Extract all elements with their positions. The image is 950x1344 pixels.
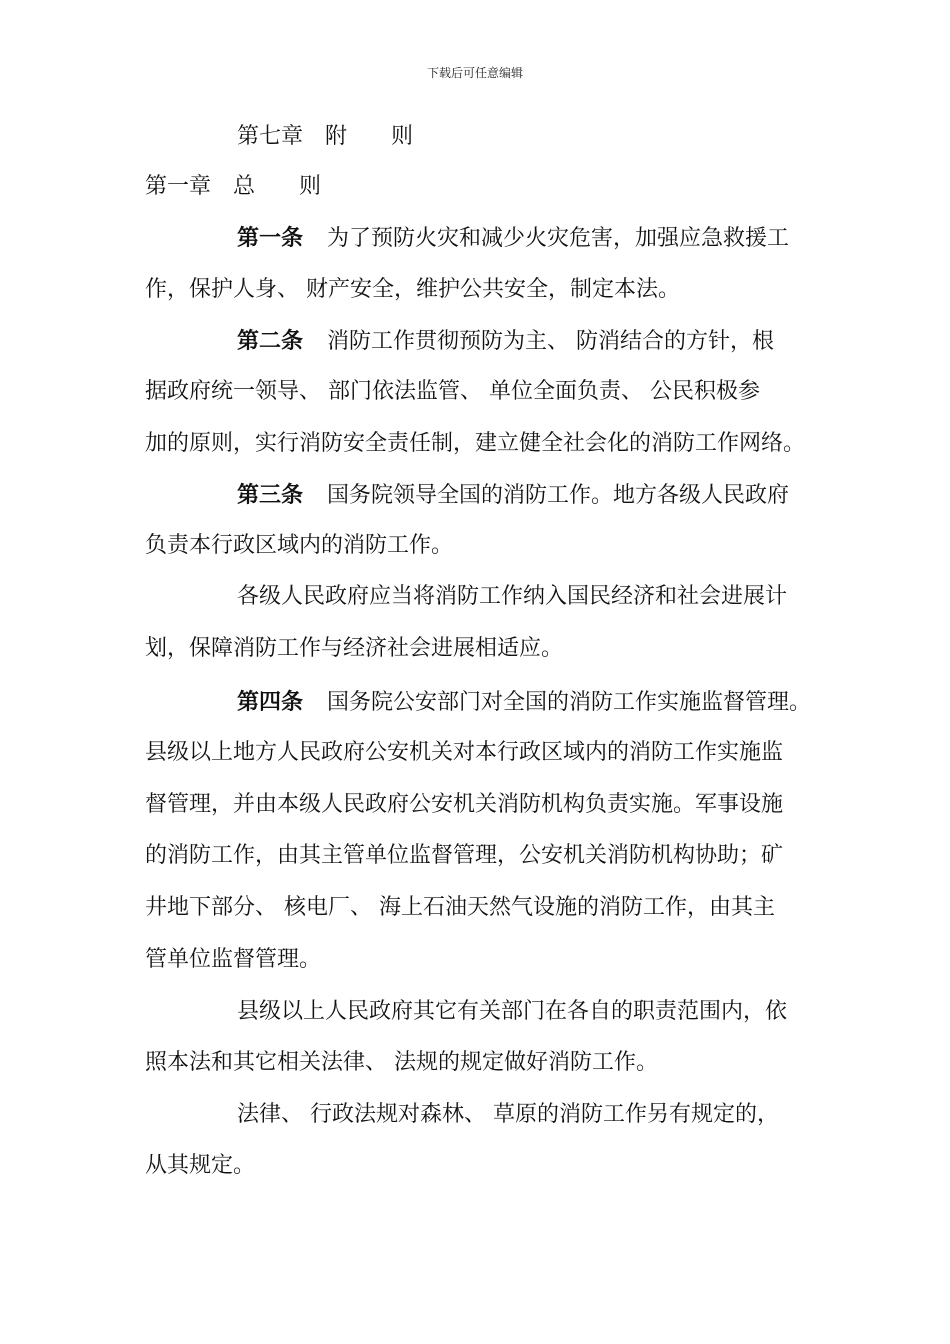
text-line: 督管理，并由本级人民政府公安机关消防机构负责实施。军事设施 bbox=[145, 792, 784, 817]
chapter-heading: 第一章 总 则 bbox=[145, 174, 322, 199]
text-line: 县级以上人民政府其它有关部门在各自的职责范围内，依 bbox=[237, 999, 788, 1024]
text-line: 各级人民政府应当将消防工作纳入国民经济和社会进展计 bbox=[237, 584, 788, 609]
article-line bbox=[237, 225, 789, 252]
article-text: 为了预防火灾和减少火灾危害，加强应急救援工 bbox=[327, 226, 790, 251]
article-line bbox=[237, 689, 811, 716]
text-line: 管单位监督管理。 bbox=[145, 947, 322, 972]
article-number: 第三条 bbox=[237, 482, 304, 508]
article-line bbox=[237, 328, 774, 355]
text-line: 的消防工作，由其主管单位监督管理，公安机关消防机构协助；矿 bbox=[145, 843, 784, 868]
text-line: 井地下部分、 核电厂、 海上石油天然气设施的消防工作，由其主 bbox=[145, 895, 775, 920]
article-text: 消防工作贯彻预防为主、 防消结合的方针，根 bbox=[327, 329, 775, 354]
article-text: 国务院领导全国的消防工作。地方各级人民政府 bbox=[327, 483, 790, 508]
text-line: 照本法和其它相关法律、 法规的规定做好消防工作。 bbox=[145, 1050, 658, 1075]
article-number: 第二条 bbox=[237, 328, 304, 354]
article-text: 国务院公安部门对全国的消防工作实施监督管理。 bbox=[327, 690, 812, 715]
text-line: 从其规定。 bbox=[145, 1153, 256, 1178]
text-line: 划，保障消防工作与经济社会进展相适应。 bbox=[145, 636, 564, 661]
text-line: 县级以上地方人民政府公安机关对本行政区域内的消防工作实施监 bbox=[145, 740, 784, 765]
chapter-heading: 第七章 附 则 bbox=[237, 124, 414, 149]
text-line: 据政府统一领导、 部门依法监管、 单位全面负责、 公民积极参 bbox=[145, 379, 760, 404]
text-line: 负责本行政区域内的消防工作。 bbox=[145, 533, 454, 558]
text-line: 作，保护人身、 财产安全，维护公共安全，制定本法。 bbox=[145, 277, 680, 302]
article-number: 第四条 bbox=[237, 689, 304, 715]
page-header: 下载后可任意编辑 bbox=[426, 66, 523, 80]
article-line bbox=[237, 482, 789, 509]
text-line: 加的原则，实行消防安全责任制，建立健全社会化的消防工作网络。 bbox=[145, 431, 806, 456]
text-line: 法律、 行政法规对森林、 草原的消防工作另有规定的， bbox=[237, 1102, 779, 1127]
article-number: 第一条 bbox=[237, 225, 304, 251]
